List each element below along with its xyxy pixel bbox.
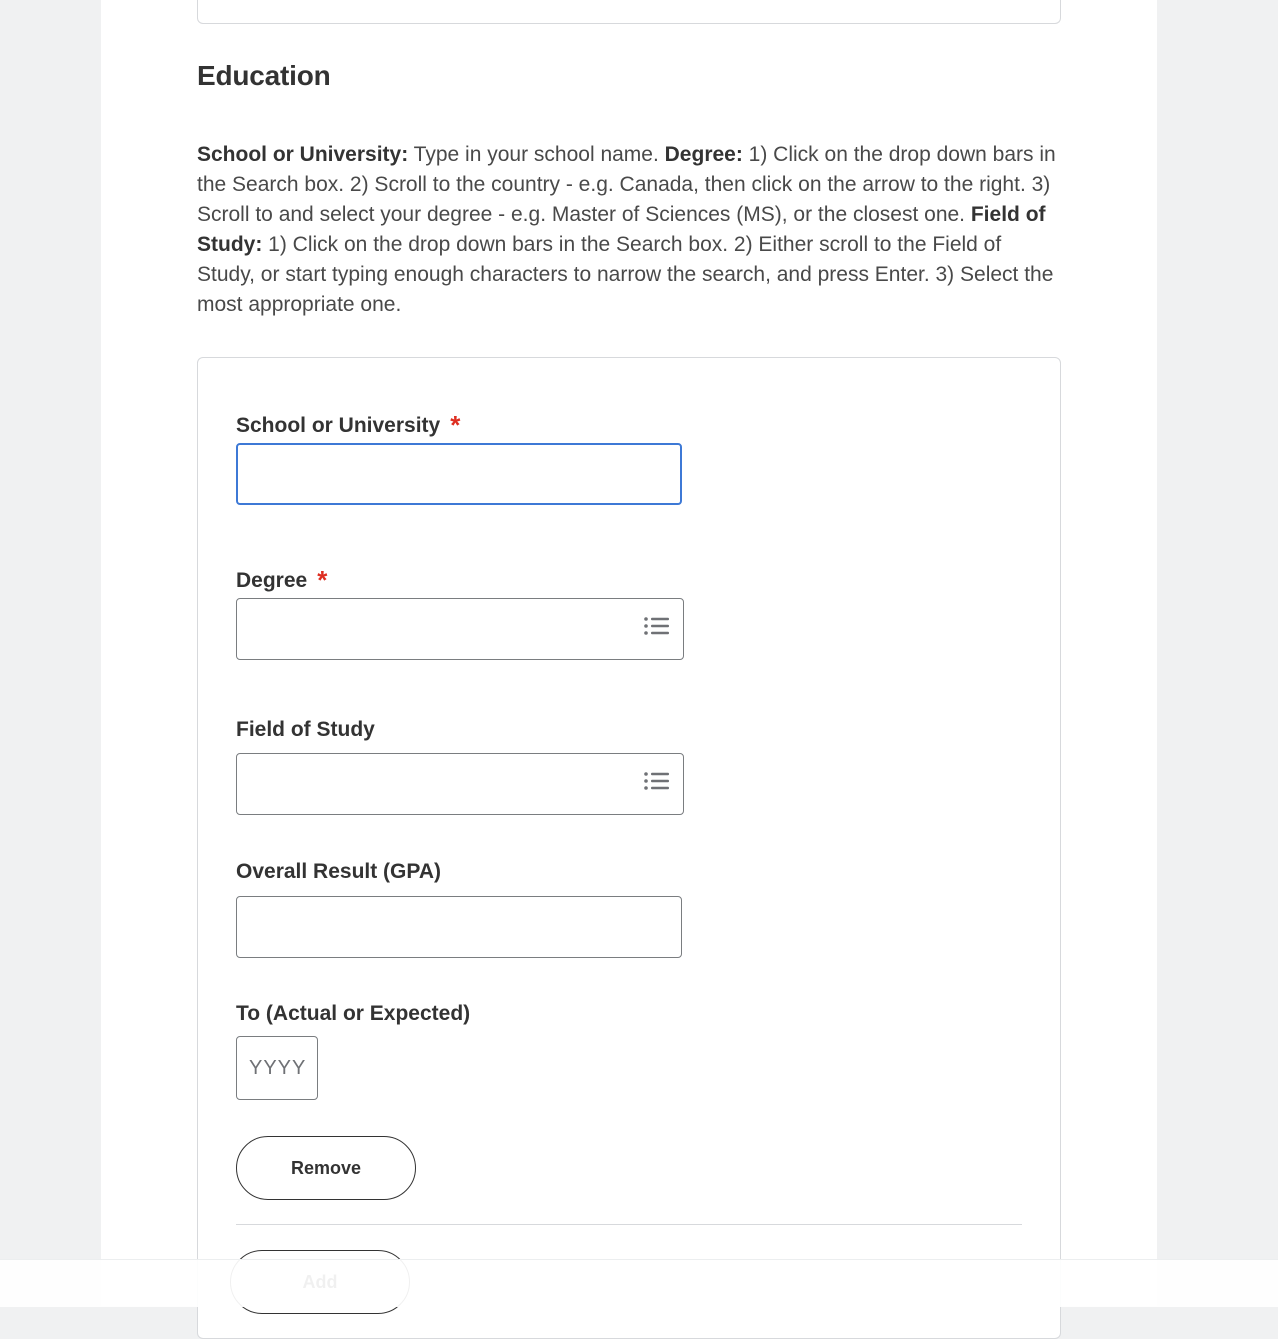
degree-prompt-input[interactable]	[236, 598, 684, 660]
instr-degree-text: 1) Click on the drop down bars in the Search box. 2) Scroll to the country - e.g. Canada, then click on the arrow to the right. 3) Scroll to and select your degree - e.g. Master of Sciences (MS), or the closest one.	[197, 143, 1056, 226]
degree-label	[236, 563, 327, 594]
application-page	[101, 0, 1157, 1306]
bottom-overlay	[0, 1259, 1278, 1307]
gpa-input[interactable]	[236, 896, 682, 958]
gpa-label	[236, 860, 441, 884]
school-label-text: School or University	[236, 414, 441, 437]
degree-required-mark: *	[317, 565, 328, 595]
instr-field-text: 1) Click on the drop down bars in the Search box. 2) Either scroll to the Field of Study, or start typing enough characters to narrow the search, and press Enter. 3) Select the most appropriate one.	[197, 233, 1054, 316]
prompt-list-icon[interactable]	[643, 615, 671, 641]
education-entry-card	[197, 357, 1061, 1339]
school-required-mark: *	[450, 410, 461, 440]
instr-school-text: Type in your school name.	[408, 143, 665, 166]
to-date-label	[236, 1002, 470, 1026]
field-of-study-prompt-input[interactable]	[236, 753, 684, 815]
prompt-list-icon[interactable]	[643, 770, 671, 796]
instr-school-label: School or University:	[197, 143, 409, 166]
field-of-study-label	[236, 718, 375, 742]
instr-field-label: Field of Study:	[197, 203, 1046, 256]
divider	[236, 1224, 1022, 1225]
field-of-study-label-text: Field of Study	[236, 718, 375, 741]
to-date-label-text: To (Actual or Expected)	[236, 1002, 471, 1025]
section-title: Education	[197, 60, 331, 91]
education-instructions	[197, 140, 1059, 320]
to-year-input[interactable]	[236, 1036, 318, 1100]
school-input[interactable]	[236, 443, 682, 505]
remove-button[interactable]: Remove	[236, 1136, 416, 1200]
gpa-label-text: Overall Result (GPA)	[236, 860, 441, 883]
school-label	[236, 408, 460, 439]
previous-section-card	[197, 0, 1061, 24]
instr-degree-label: Degree:	[664, 143, 743, 166]
degree-label-text: Degree	[236, 569, 308, 592]
